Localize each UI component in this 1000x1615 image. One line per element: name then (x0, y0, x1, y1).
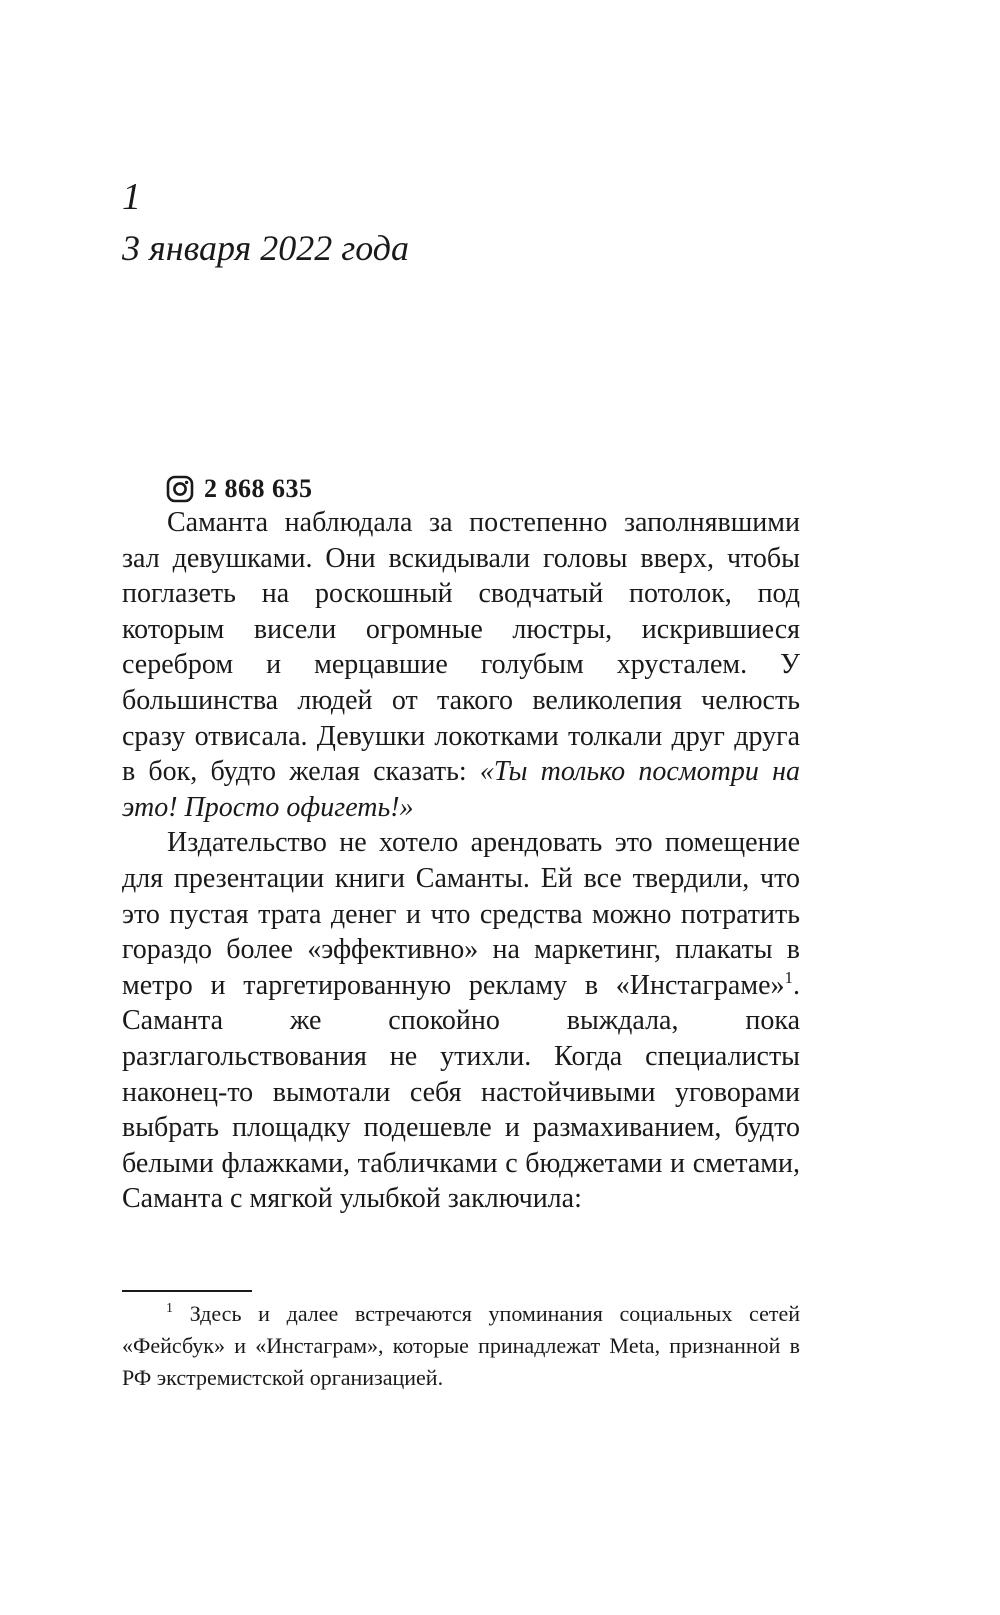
paragraph (122, 825, 800, 1217)
paragraph (122, 505, 800, 825)
footnote-marker: 1 (166, 1301, 173, 1316)
instagram-counter (166, 473, 313, 505)
footnote-reference: 1 (784, 967, 793, 987)
footnote (122, 1298, 800, 1394)
chapter-number: 1 (122, 176, 141, 218)
instagram-icon (166, 475, 194, 503)
footnote-divider (122, 1290, 252, 1292)
italic-quote: «Ты только посмотри на это! Просто офигеть!» (122, 756, 800, 823)
chapter-body (122, 505, 800, 1217)
paragraph-text: . Саманта же спокойно выждала, пока разглагольствования не утихли. Когда специалисты наконец-то вымотали себя настойчивыми уговорами выбрать площадку подешевле и размахиванием, будто белыми флажками, табличками с бюджетами и сметами, Саманта с мягкой улыбкой заключила: (122, 969, 800, 1215)
follower-count: 2 868 635 (204, 474, 313, 503)
paragraph-text: Саманта наблюдала за постепенно заполнявшими зал девушками. Они вскидывали головы вверх, чтобы поглазеть на роскошный сводчатый потолок, под которым висели огромные люстры, искрившиеся серебром и мерцавшие голубым хрусталем. У большинства людей от такого великолепия челюсть сразу отвисала. Девушки локотками толкали друг друга в бок, будто желая сказать: (122, 507, 800, 788)
chapter-date: 3 января 2022 года (122, 228, 410, 268)
paragraph-text: Издательство не хотело арендовать это помещение для презентации книги Саманты. Ей все твердили, что это пустая трата денег и что средства можно потратить гораздо более «эффективно» на маркетинг, плакаты в метро и таргетированную рекламу в «Инстаграме» (122, 827, 800, 1001)
footnote-text: Здесь и далее встречаются упоминания социальных сетей «Фейсбук» и «Инстаграм», которые принадлежат Meta, признанной в РФ экстремистской организацией. (122, 1301, 800, 1390)
